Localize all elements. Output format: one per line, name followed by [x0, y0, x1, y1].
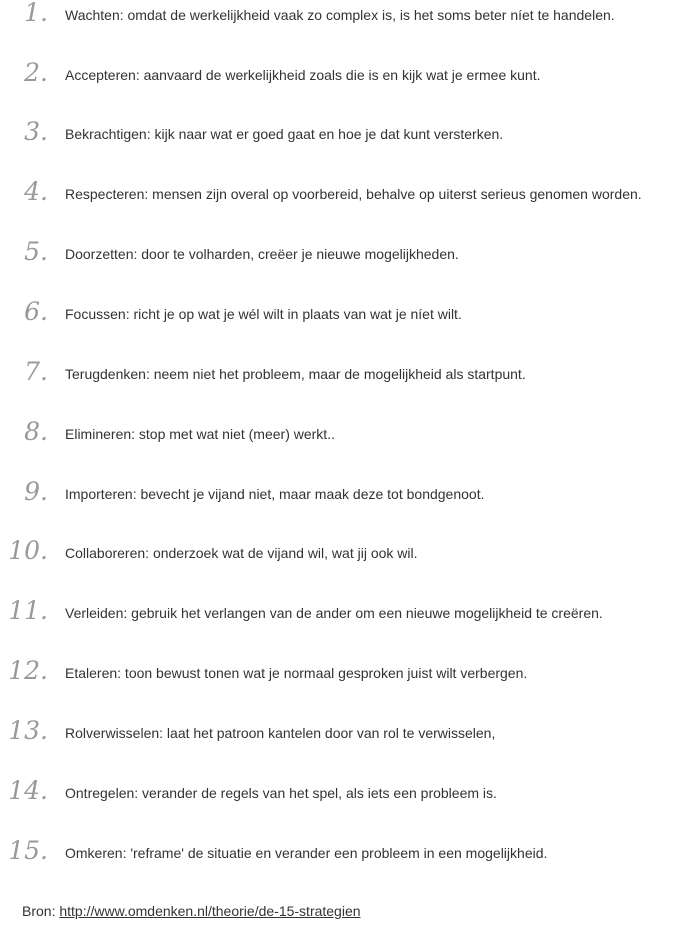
item-text: Omkeren: 'reframe' de situatie en verander een probleem in een mogelijkheid.	[65, 845, 548, 861]
list-item	[0, 359, 686, 389]
list-item	[0, 299, 686, 329]
item-number: 15.	[8, 836, 48, 865]
item-number: 6.	[24, 297, 48, 326]
list-item	[0, 479, 686, 509]
item-text: Respecteren: mensen zijn overal op voorbereid, behalve op uiterst serieus genomen worden.	[65, 186, 642, 202]
item-text: Elimineren: stop met wat niet (meer) werkt..	[65, 426, 335, 442]
item-text: Focussen: richt je op wat je wél wilt in plaats van wat je níet wilt.	[65, 306, 462, 322]
item-number: 11.	[8, 596, 48, 625]
item-number: 3.	[24, 117, 48, 146]
list-item	[0, 778, 686, 808]
item-text: Verleiden: gebruik het verlangen van de ander om een nieuwe mogelijkheid te creëren.	[65, 605, 603, 621]
item-number: 12.	[8, 656, 48, 685]
list-item	[0, 119, 686, 149]
list-item	[0, 838, 686, 868]
list-item	[0, 60, 686, 90]
item-number: 4.	[24, 177, 48, 206]
item-text: Accepteren: aanvaard de werkelijkheid zoals die is en kijk wat je ermee kunt.	[65, 67, 541, 83]
list-item	[0, 718, 686, 748]
item-text: Rolverwisselen: laat het patroon kantelen door van rol te verwisselen,	[65, 725, 496, 741]
item-number: 1.	[24, 0, 48, 27]
item-number: 10.	[8, 536, 48, 565]
item-text: Terugdenken: neem niet het probleem, maar de mogelijkheid als startpunt.	[65, 366, 526, 382]
item-number: 13.	[8, 716, 48, 745]
list-item	[0, 239, 686, 269]
item-number: 14.	[8, 776, 48, 805]
list-item	[0, 538, 686, 568]
source-citation	[22, 898, 361, 924]
item-text: Wachten: omdat de werkelijkheid vaak zo complex is, is het soms beter níet te handelen.	[65, 7, 615, 23]
source-label: Bron:	[22, 903, 60, 919]
item-text: Doorzetten: door te volharden, creëer je nieuwe mogelijkheden.	[65, 246, 459, 262]
item-number: 9.	[24, 477, 48, 506]
source-link[interactable]: http://www.omdenken.nl/theorie/de-15-strategien	[59, 903, 361, 919]
item-text: Ontregelen: verander de regels van het spel, als iets een probleem is.	[65, 785, 497, 801]
item-number: 8.	[24, 417, 48, 446]
list-item	[0, 658, 686, 688]
item-number: 5.	[24, 237, 48, 266]
list-item	[0, 598, 686, 628]
list-item	[0, 179, 686, 209]
list-item	[0, 419, 686, 449]
item-number: 2.	[24, 58, 48, 87]
item-number: 7.	[24, 357, 48, 386]
list-item	[0, 0, 686, 30]
item-text: Collaboreren: onderzoek wat de vijand wil, wat jij ook wil.	[65, 545, 418, 561]
item-text: Importeren: bevecht je vijand niet, maar maak deze tot bondgenoot.	[65, 486, 485, 502]
item-text: Etaleren: toon bewust tonen wat je normaal gesproken juist wilt verbergen.	[65, 665, 528, 681]
item-text: Bekrachtigen: kijk naar wat er goed gaat en hoe je dat kunt versterken.	[65, 126, 504, 142]
